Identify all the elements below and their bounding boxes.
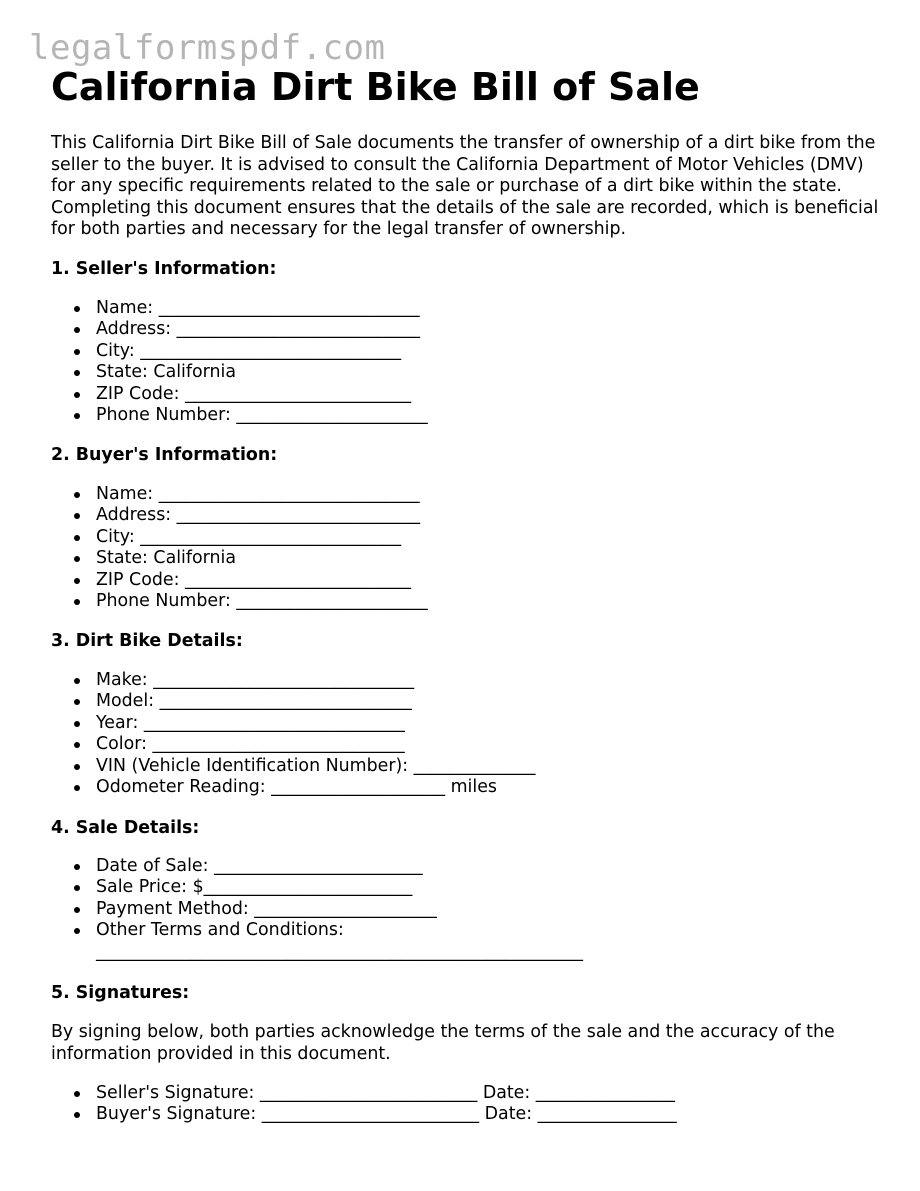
seller-heading: 1. Seller's Information: <box>51 259 277 279</box>
bike-field-list <box>51 670 535 798</box>
other-terms-field[interactable]: ________________________________________________________ <box>96 941 583 962</box>
bike-vin-field[interactable]: VIN (Vehicle Identification Number): ______________ <box>51 756 535 777</box>
signatures-field-list <box>51 1083 677 1126</box>
seller-name-field[interactable]: Name: ______________________________ <box>51 298 428 319</box>
seller-phone-field[interactable]: Phone Number: ______________________ <box>51 405 428 426</box>
payment-method-field[interactable]: Payment Method: _____________________ <box>51 899 583 920</box>
buyer-zip-field[interactable]: ZIP Code: __________________________ <box>51 570 428 591</box>
bike-make-field[interactable]: Make: ______________________________ <box>51 670 535 691</box>
seller-zip-field[interactable]: ZIP Code: __________________________ <box>51 384 428 405</box>
intro-paragraph: This California Dirt Bike Bill of Sale documents the transfer of ownership of a dirt bike from the seller to the buyer. It is advised to consult the California Department of Motor Vehicles (DMV) for any specific requirements related to the sale or purchase of a dirt bike within the state. Completing this document ensures that the details of the sale are recorded, which is beneficial for both parties and necessary for the legal transfer of ownership. <box>51 133 879 239</box>
seller-field-list <box>51 298 428 426</box>
buyer-state-field: State: California <box>51 548 428 569</box>
signatures-heading: 5. Signatures: <box>51 983 190 1003</box>
sale-price-field[interactable]: Sale Price: $________________________ <box>51 877 583 898</box>
signatures-paragraph: By signing below, both parties acknowledge the terms of the sale and the accuracy of the information provided in this document. <box>51 1022 835 1064</box>
bike-model-field[interactable]: Model: _____________________________ <box>51 691 535 712</box>
buyer-signature-field[interactable]: Buyer's Signature: _________________________ Date: ________________ <box>51 1104 677 1125</box>
watermark: legalformspdf.com <box>29 28 386 68</box>
other-terms-label: Other Terms and Conditions: <box>51 920 583 941</box>
seller-address-field[interactable]: Address: ____________________________ <box>51 319 428 340</box>
bike-color-field[interactable]: Color: _____________________________ <box>51 734 535 755</box>
seller-state-field: State: California <box>51 362 428 383</box>
sale-field-list <box>51 856 583 963</box>
bike-year-field[interactable]: Year: ______________________________ <box>51 713 535 734</box>
seller-signature-field[interactable]: Seller's Signature: _________________________ Date: ________________ <box>51 1083 677 1104</box>
sale-heading: 4. Sale Details: <box>51 818 200 838</box>
buyer-field-list <box>51 484 428 612</box>
buyer-name-field[interactable]: Name: ______________________________ <box>51 484 428 505</box>
buyer-city-field[interactable]: City: ______________________________ <box>51 527 428 548</box>
buyer-heading: 2. Buyer's Information: <box>51 445 278 465</box>
sale-date-field[interactable]: Date of Sale: ________________________ <box>51 856 583 877</box>
buyer-phone-field[interactable]: Phone Number: ______________________ <box>51 591 428 612</box>
bike-heading: 3. Dirt Bike Details: <box>51 631 243 651</box>
seller-city-field[interactable]: City: ______________________________ <box>51 341 428 362</box>
document-title: California Dirt Bike Bill of Sale <box>51 65 700 109</box>
bike-odometer-field[interactable]: Odometer Reading: ____________________ miles <box>51 777 535 798</box>
buyer-address-field[interactable]: Address: ____________________________ <box>51 505 428 526</box>
